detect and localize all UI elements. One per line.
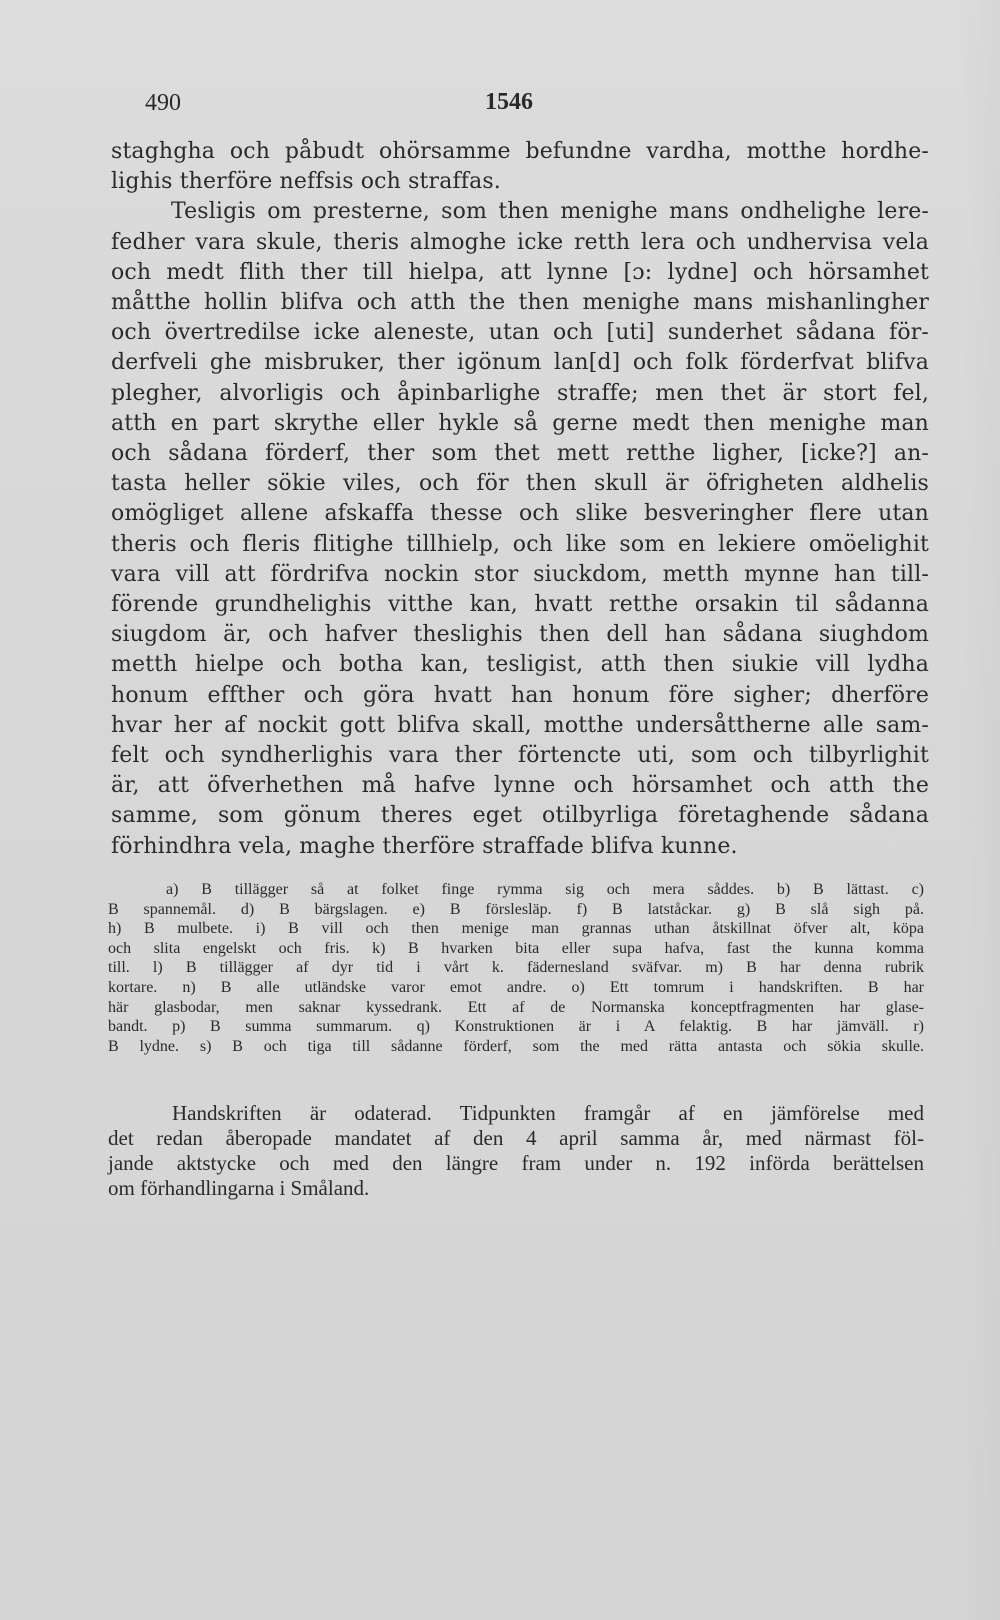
main-line: fedher vara skule, theris almoghe icke retth lera och undhervisa vela <box>111 229 929 255</box>
main-text <box>111 137 929 862</box>
main-line: lighis therföre neffsis och straffas. <box>111 169 501 195</box>
main-line: siugdom är, och hafver theslighis then dell han sådana siughdom <box>111 622 929 648</box>
main-line: honum effther och göra hvatt han honum före sigher; dherföre <box>111 682 929 708</box>
scan-edge-shadow <box>962 0 1000 1620</box>
editorial-note-line: om förhandlingarna i Småland. <box>108 1176 370 1200</box>
editorial-note-line: det redan åberopade mandatet af den 4 april samma år, med närmast föl- <box>108 1126 924 1150</box>
footnote-line: och slita engelskt och fris. k) B hvarken bita eller supa hafva, fast the kunna komma <box>108 939 924 957</box>
main-line: måtthe hollin blifva och atth the then menighe mans mishanlingher <box>111 290 929 316</box>
main-line: och sådana förderf, ther som thet mett retthe ligher, [icke?] an- <box>111 441 929 467</box>
main-line: och övertredilse icke aleneste, utan och [uti] sunderhet sådana för- <box>111 320 929 346</box>
footnote-line: B spannemål. d) B bärgslagen. e) B förslesläp. f) B latståckar. g) B slå sigh på. <box>108 900 924 918</box>
main-line: samme, som gönum theres eget otilbyrliga företaghende sådana <box>111 803 929 829</box>
main-line: omögliget allene afskaffa thesse och slike besveringher flere utan <box>111 501 929 527</box>
page-number: 490 <box>145 90 181 116</box>
footnote-line: här glasbodar, men saknar kyssedrank. Ett af de Normanska konceptfragmenten har glase- <box>108 998 924 1016</box>
page-header <box>145 90 860 124</box>
footnote-line: B lydne. s) B och tiga till sådanne förderf, som the med rätta antasta och sökia skulle. <box>108 1037 924 1055</box>
footnote-line: till. l) B tillägger af dyr tid i vårt k. fädernesland sväfvar. m) B har denna rubrik <box>108 959 924 977</box>
footnote-line: h) B mulbete. i) B vill och then menige man grannas uthan åtskillnat öfver alt, köpa <box>108 920 924 938</box>
main-line: och medt flith ther till hielpa, att lynne [ɔ: lydne] och hörsamhet <box>111 259 929 285</box>
main-line: atth en part skrythe eller hykle så gerne medt then menighe man <box>111 410 929 436</box>
main-line: felt och syndherlighis vara ther förtencte uti, som och tilbyrlighit <box>111 743 929 769</box>
editorial-note-line: jande aktstycke och med den längre fram under n. 192 införda berättelsen <box>108 1151 924 1175</box>
main-line: plegher, alvorligis och åpinbarlighe straffe; men thet är stort fel, <box>111 380 929 406</box>
footnote-line: a) B tillägger så at folket finge rymma sig och mera såddes. b) B lättast. c) <box>166 881 924 898</box>
footnotes <box>108 880 924 1056</box>
main-line: förende grundhelighis vitthe kan, hvatt retthe orsakin til sådanna <box>111 592 929 618</box>
main-paragraph-1 <box>111 137 929 197</box>
main-line: theris och fleris flitighe tillhielp, och like som en lekiere omöelighit <box>111 531 929 557</box>
editorial-note-line: Handskriften är odaterad. Tidpunkten framgår af en jämförelse med <box>172 1101 924 1125</box>
main-line: derfveli ghe misbruker, ther igönum lan[d] och folk förderfvat blifva <box>111 350 929 376</box>
main-line: Tesligis om presterne, som then menighe mans ondhelighe lere- <box>171 199 929 225</box>
footnote-line: kortare. n) B alle utländske varor emot andre. o) Ett tomrum i handskriften. B har <box>108 978 924 996</box>
main-line: metth hielpe och botha kan, tesligist, atth then siukie vill lydha <box>111 652 929 678</box>
main-line: är, att öfverhethen må hafve lynne och hörsamhet och atth the <box>111 773 929 799</box>
main-line: hvar her af nockit gott blifva skall, motthe undersåttherne alle sam- <box>111 712 929 738</box>
main-line: tasta heller sökie viles, och för then skull är öfrigheten aldhelis <box>111 471 929 497</box>
page-year: 1546 <box>485 89 533 115</box>
main-line: staghgha och påbudt ohörsamme befundne vardha, motthe hordhe- <box>111 139 929 164</box>
footnote-line: bandt. p) B summa summarum. q) Konstruktionen är i A felaktig. B har jämväll. r) <box>108 1018 924 1036</box>
main-line: vara vill att fördrifva nockin stor siuckdom, metth mynne han till- <box>111 561 929 587</box>
main-line: förhindhra vela, maghe therföre straffade blifva kunne. <box>111 833 738 859</box>
main-paragraph-2 <box>111 197 929 861</box>
editorial-note <box>108 1101 924 1201</box>
